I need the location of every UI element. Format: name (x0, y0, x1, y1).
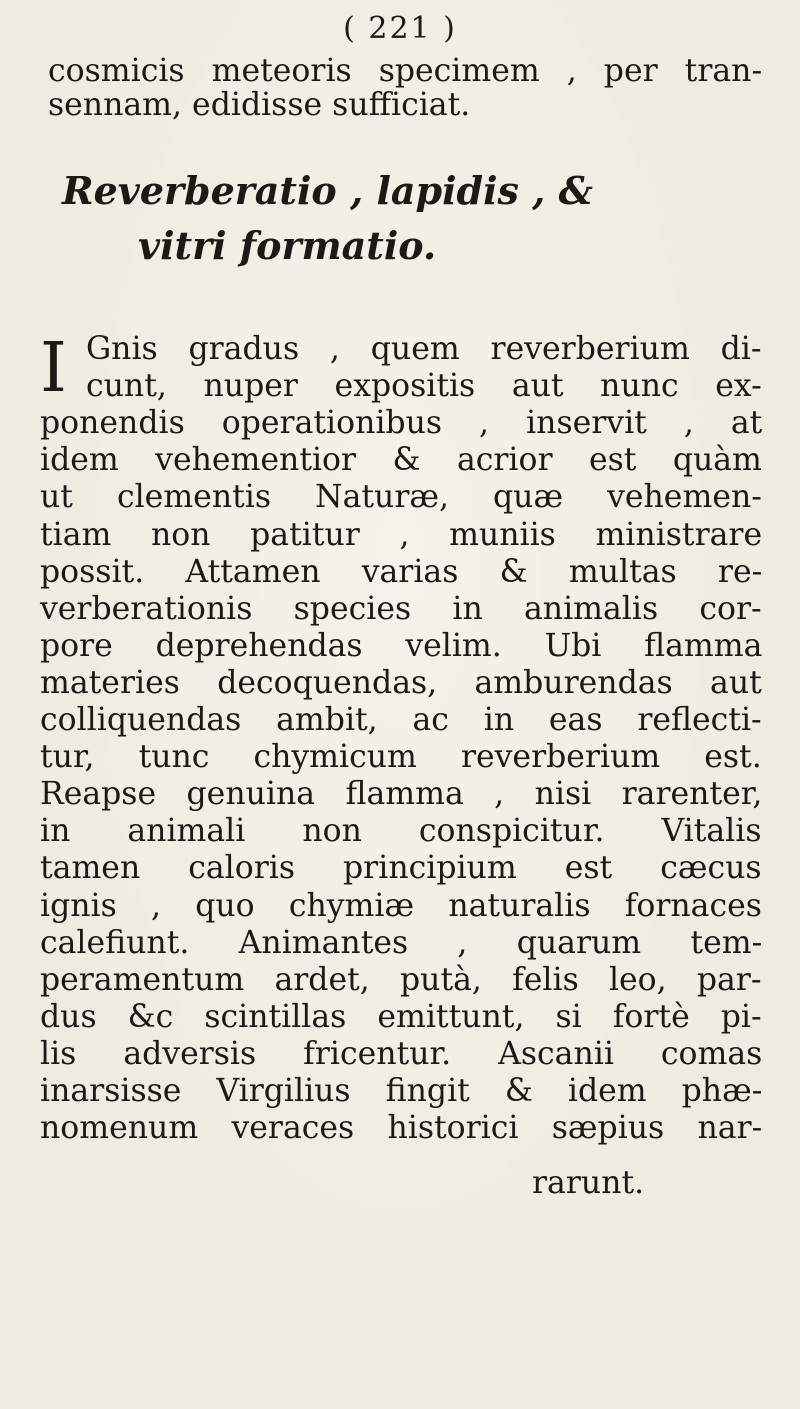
text-line: cunt, nuper expositis aut nunc ex- (86, 368, 762, 404)
text-line: tiam non patitur , muniis ministrare (40, 517, 763, 553)
heading-line: Reverberatio , lapidis , & (62, 168, 593, 213)
text-line: pore deprehendas velim. Ubi flamma (40, 628, 763, 664)
catchword: rarunt. (532, 1165, 645, 1201)
text-line: Reapse genuina flamma , nisi rarenter, (40, 776, 763, 812)
text-line: verberationis species in animalis cor- (40, 591, 762, 627)
text-line: calefiunt. Animantes , quarum tem- (40, 925, 763, 961)
heading-line: vitri formatio. (138, 223, 437, 268)
text-line: nomenum veraces historici sæpius nar- (40, 1110, 763, 1146)
text-line: colliquendas ambit, ac in eas reflecti- (40, 702, 762, 738)
text-line: possit. Attamen varias & multas re- (40, 554, 763, 590)
text-line: sennam, edidisse sufficiat. (48, 87, 471, 123)
page-number: ( 221 ) (343, 11, 457, 46)
text-line: dus &c scintillas emittunt, si fortè pi- (40, 999, 762, 1035)
text-line: lis adversis fricentur. Ascanii comas (40, 1036, 763, 1072)
text-line: tamen caloris principium est cæcus (40, 850, 762, 886)
text-line: ponendis operationibus , inservit , at (40, 405, 763, 441)
text-line: idem vehementior & acrior est quàm (40, 442, 762, 478)
text-line: peramentum ardet, putà, felis leo, par- (40, 962, 762, 998)
text-line: in animali non conspicitur. Vitalis (40, 813, 762, 849)
text-line: cosmicis meteoris specimem , per tran- (48, 53, 763, 89)
drop-cap: I (40, 329, 67, 408)
text-line: inarsisse Virgilius fingit & idem phæ- (40, 1073, 763, 1109)
text-line: ignis , quo chymiæ naturalis fornaces (40, 888, 762, 924)
text-line: ut clementis Naturæ, quæ vehemen- (40, 479, 762, 515)
text-line: Gnis gradus , quem reverberium di- (86, 331, 762, 367)
text-line: materies decoquendas, amburendas aut (40, 665, 762, 701)
text-line: tur, tunc chymicum reverberium est. (40, 739, 762, 775)
